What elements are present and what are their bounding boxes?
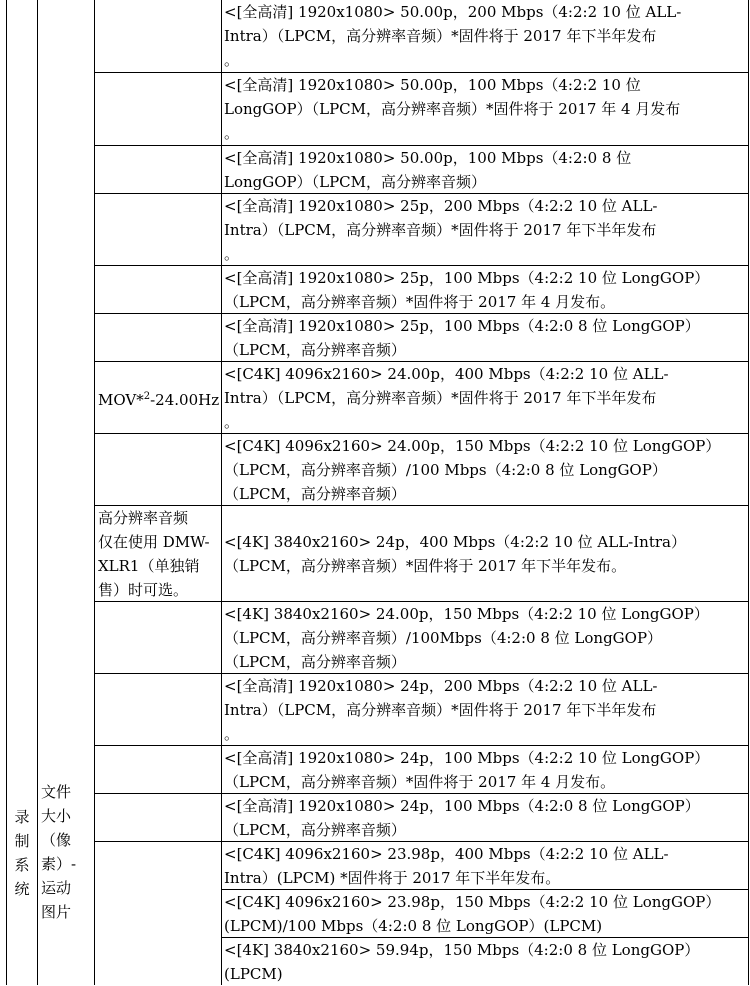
subcategory-label-line: 大小: [41, 807, 72, 825]
table-cell: <[4K] 3840x2160> 24.00p，150 Mbps（4:2:2 10 位 LongGOP） （LPCM，高分辨率音频）/100Mbps（4:2:0 8 位 LongGOP） （LPCM，高分辨率音频）: [224, 605, 709, 671]
format-label-mov: [98, 388, 220, 412]
table-cell: <[全高清] 1920x1080> 25p，200 Mbps（4:2:2 10 位 ALL- Intra）（LPCM，高分辨率音频）*固件将于 2017 年下半年发布 。: [224, 197, 658, 263]
subcategory-label-line: 文件: [41, 783, 72, 801]
table-cell: <[C4K] 4096x2160> 24.00p，150 Mbps（4:2:2 10 位 LongGOP） （LPCM，高分辨率音频）/100 Mbps（4:2:0 8 位 LongGOP） （LPCM，高分辨率音频）: [224, 437, 721, 503]
table-cell: <[C4K] 4096x2160> 24.00p，400 Mbps（4:2:2 10 位 ALL- Intra）（LPCM，高分辨率音频）*固件将于 2017 年下半年发布 。: [224, 365, 669, 431]
note-line: 售）时可选。: [98, 581, 189, 599]
table-divider-col2: [94, 0, 95, 985]
table-cell: <[全高清] 1920x1080> 50.00p，200 Mbps（4:2:2 10 位 ALL- Intra）（LPCM，高分辨率音频）*固件将于 2017 年下半年发布 。: [224, 3, 682, 69]
table-cell: <[C4K] 4096x2160> 23.98p，150 Mbps（4:2:2 10 位 LongGOP） (LPCM)/100 Mbps（4:2:0 8 位 LongGOP）(LPCM): [224, 893, 721, 935]
table-cell: <[全高清] 1920x1080> 24p，200 Mbps（4:2:2 10 位 ALL- Intra）（LPCM，高分辨率音频）*固件将于 2017 年下半年发布 。: [224, 677, 658, 743]
table-border-left: [6, 0, 7, 985]
subcategory-label-line: 素）-: [41, 855, 77, 873]
footnote-marker: 2: [143, 391, 151, 402]
table-cell: <[C4K] 4096x2160> 23.98p，400 Mbps（4:2:2 10 位 ALL- Intra）(LPCM) *固件将于 2017 年下半年发布。: [224, 845, 669, 887]
subcategory-label-line: 运动: [41, 879, 72, 897]
note-line: XLR1（单独销: [98, 557, 200, 575]
subcategory-label-line: （像: [41, 831, 72, 849]
subcategory-label-line: 图片: [41, 903, 72, 921]
high-res-audio-note: [98, 506, 220, 602]
category-label-char: 系: [14, 856, 30, 874]
category-label-char: 录: [14, 808, 30, 826]
table-divider-col1: [37, 0, 38, 985]
format-label-suffix: -24.00Hz: [150, 391, 220, 409]
note-line: 仅在使用 DMW-: [98, 533, 210, 551]
table-cell: <[全高清] 1920x1080> 50.00p，100 Mbps（4:2:0 8 位 LongGOP）（LPCM，高分辨率音频）: [224, 149, 632, 191]
table-divider-col3: [221, 0, 222, 985]
table-cell: <[全高清] 1920x1080> 25p，100 Mbps（4:2:0 8 位 LongGOP） （LPCM，高分辨率音频）: [224, 317, 700, 359]
table-cell: <[全高清] 1920x1080> 24p，100 Mbps（4:2:0 8 位 LongGOP） （LPCM，高分辨率音频）: [224, 797, 700, 839]
format-label-prefix: MOV*: [98, 391, 144, 409]
table-border-right: [748, 0, 749, 985]
note-line: 高分辨率音频: [98, 509, 189, 527]
category-label-recording-system: [10, 805, 34, 901]
table-cell: <[全高清] 1920x1080> 25p，100 Mbps（4:2:2 10 位 LongGOP） （LPCM，高分辨率音频）*固件将于 2017 年 4 月发布。: [224, 269, 710, 311]
category-label-char: 统: [14, 880, 30, 898]
table-cell: <[4K] 3840x2160> 59.94p，150 Mbps（4:2:0 8 位 LongGOP） (LPCM): [224, 941, 700, 983]
table-cell: <[全高清] 1920x1080> 24p，100 Mbps（4:2:2 10 位 LongGOP） （LPCM，高分辨率音频）*固件将于 2017 年 4 月发布。: [224, 749, 710, 791]
table-cell: <[全高清] 1920x1080> 50.00p，100 Mbps（4:2:2 10 位 LongGOP）（LPCM，高分辨率音频）*固件将于 2017 年 4 月发布 。: [224, 76, 681, 142]
category-label-char: 制: [14, 832, 30, 850]
table-cell: <[4K] 3840x2160> 24p，400 Mbps（4:2:2 10 位 ALL-Intra） （LPCM，高分辨率音频）*固件将于 2017 年下半年发布。: [224, 533, 686, 575]
subcategory-label-file-size: [41, 780, 93, 924]
